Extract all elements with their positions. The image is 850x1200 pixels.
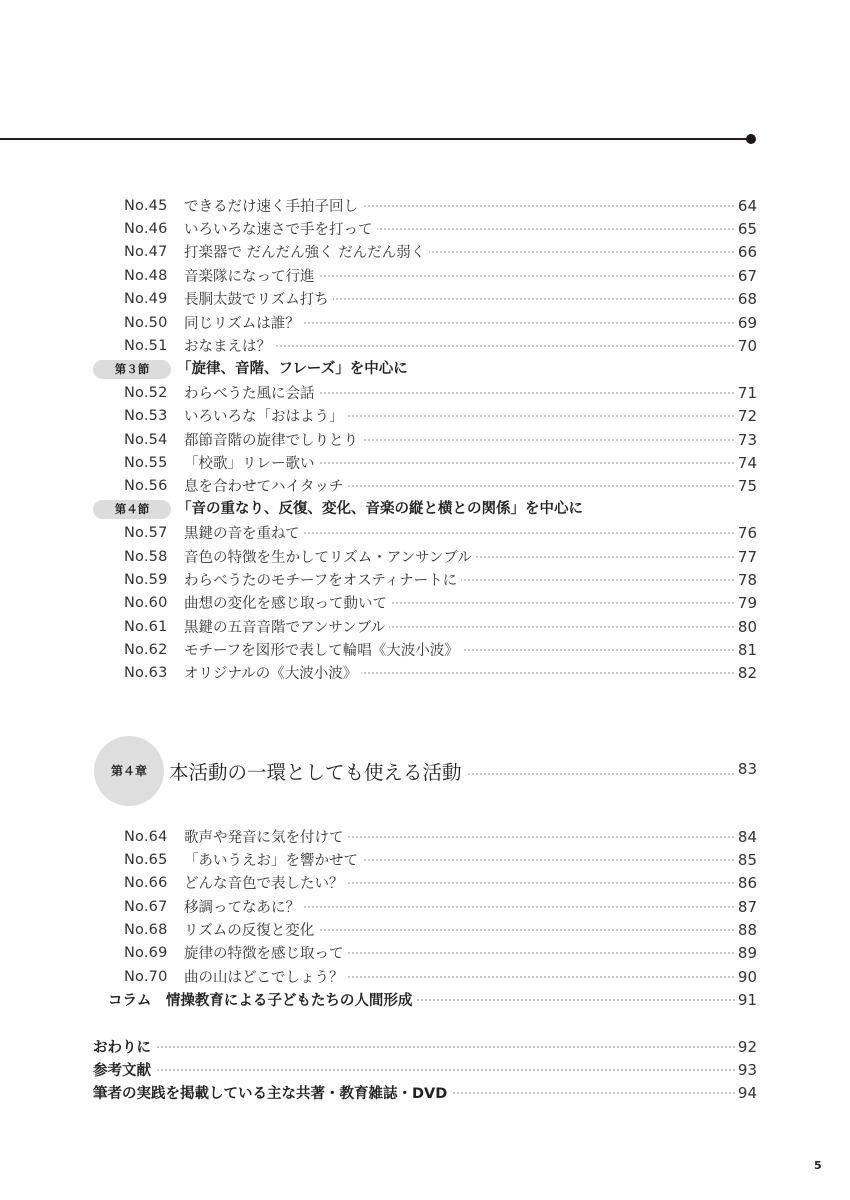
entry-page: 69 xyxy=(735,314,757,332)
entry-page: 72 xyxy=(735,407,757,425)
toc-entry[interactable] xyxy=(0,217,850,240)
entry-number: No.57 xyxy=(124,524,168,541)
entry-number: No.65 xyxy=(124,851,168,868)
entry-page: 91 xyxy=(735,991,757,1009)
entry-number: No.54 xyxy=(124,431,168,448)
entry-title: いろいろな「おはよう」 xyxy=(184,405,348,426)
entry-page: 74 xyxy=(735,454,757,472)
chapter-title: 本活動の一環としても使える活動 xyxy=(169,757,466,785)
entry-page: 76 xyxy=(735,524,757,542)
entry-title: わらべうたのモチーフをオスティナートに xyxy=(184,569,461,590)
entry-title: どんな音色で表したい？ xyxy=(184,872,348,893)
backmatter-title: 筆者の実践を掲載している主な共著・教育雑誌・DVD xyxy=(93,1082,451,1103)
entry-title: 歌声や発音に気を付けて xyxy=(184,826,348,847)
entry-title: できるだけ速く手拍子回し xyxy=(184,195,362,216)
entry-page: 81 xyxy=(735,641,757,659)
entry-number: No.50 xyxy=(124,314,168,331)
entry-page: 73 xyxy=(735,431,757,449)
entry-page: 90 xyxy=(735,968,757,986)
entry-title: 都節音階の旋律でしりとり xyxy=(184,429,362,450)
entry-number: No.56 xyxy=(124,477,168,494)
backmatter-title: 参考文献 xyxy=(93,1059,155,1080)
entry-page: 84 xyxy=(735,828,757,846)
toc-entry-backmatter[interactable] xyxy=(0,1081,850,1104)
entry-number: No.48 xyxy=(124,267,168,284)
entry-page: 87 xyxy=(735,898,757,916)
entry-title: 移調ってなあに？ xyxy=(184,896,304,917)
entry-number: No.55 xyxy=(124,454,168,471)
entry-title: 長胴太鼓でリズム打ち xyxy=(184,288,333,309)
page-number: 5 xyxy=(814,1159,822,1172)
toc-entry[interactable] xyxy=(0,381,850,404)
entry-page: 79 xyxy=(735,594,757,612)
toc-entry[interactable] xyxy=(0,334,850,357)
toc-entry[interactable] xyxy=(0,428,850,451)
entry-number: No.59 xyxy=(124,571,168,588)
entry-number: No.70 xyxy=(124,968,168,985)
entry-title: モチーフを図形で表して輪唱《大波小波》 xyxy=(184,639,463,660)
entry-page: 89 xyxy=(735,944,757,962)
entry-page: 93 xyxy=(735,1061,757,1079)
entry-title: オリジナルの《大波小波》 xyxy=(184,662,361,683)
entry-page: 82 xyxy=(735,664,757,682)
chapter-badge: 第４章 xyxy=(94,736,164,806)
entry-title: 「校歌」リレー歌い xyxy=(184,452,319,473)
entry-title: リズムの反復と変化 xyxy=(184,919,318,940)
entry-page: 66 xyxy=(735,243,757,261)
entry-number: No.67 xyxy=(124,898,168,915)
entry-page: 75 xyxy=(735,477,757,495)
entry-page: 77 xyxy=(735,548,757,566)
entry-page: 86 xyxy=(735,874,757,892)
toc-entry[interactable] xyxy=(0,287,850,310)
entry-number: No.64 xyxy=(124,828,168,845)
entry-title: 音色の特徴を生かしてリズム・アンサンブル xyxy=(184,546,476,567)
toc-entry[interactable] xyxy=(0,404,850,427)
section-badge: 第３節 xyxy=(93,360,171,379)
entry-title: 同じリズムは誰？ xyxy=(184,312,304,333)
entry-number: No.61 xyxy=(124,618,168,635)
entry-page: 65 xyxy=(735,220,757,238)
toc-entry-backmatter[interactable] xyxy=(0,1035,850,1058)
entry-title: 曲の山はどこでしょう？ xyxy=(184,966,348,987)
toc-entry[interactable] xyxy=(0,194,850,217)
entry-title: おなまえは？ xyxy=(184,335,275,356)
toc-entry[interactable] xyxy=(0,638,850,661)
entry-number: No.63 xyxy=(124,664,168,681)
entry-title: 音楽隊になって行進 xyxy=(184,265,319,286)
entry-number: No.68 xyxy=(124,921,168,938)
toc-entry[interactable] xyxy=(0,591,850,614)
entry-page: 67 xyxy=(735,267,757,285)
entry-title: 息を合わせてハイタッチ xyxy=(184,475,348,496)
entry-page: 94 xyxy=(735,1084,757,1102)
entry-number: No.47 xyxy=(124,243,168,260)
toc-entry[interactable] xyxy=(0,451,850,474)
toc-entry[interactable] xyxy=(0,521,850,544)
entry-title: 黒鍵の音を重ねて xyxy=(184,522,304,543)
dot-leader xyxy=(94,1069,754,1071)
entry-title: 「あいうえお」を響かせて xyxy=(184,849,362,870)
entry-title: 旋律の特徴を感じ取って xyxy=(184,942,348,963)
toc-entry[interactable] xyxy=(0,615,850,638)
toc-entry[interactable] xyxy=(0,264,850,287)
toc-entry[interactable] xyxy=(0,895,850,918)
dot-leader xyxy=(94,1046,754,1048)
entry-page: 92 xyxy=(735,1038,757,1056)
section-title: 「旋律、音階、フレーズ」を中心に xyxy=(177,361,408,377)
entry-number: No.52 xyxy=(124,384,168,401)
toc-entry[interactable] xyxy=(0,661,850,684)
entry-title: いろいろな速さで手を打って xyxy=(184,218,377,239)
section-header-3[interactable] xyxy=(0,358,850,381)
column-title: コラム 情操教育による子どもたちの人間形成 xyxy=(108,989,416,1010)
toc-entry[interactable] xyxy=(0,240,850,263)
toc-entry[interactable] xyxy=(0,871,850,894)
entry-title: 曲想の変化を感じ取って動いて xyxy=(184,592,391,613)
chapter-header-4[interactable] xyxy=(0,736,850,806)
entry-page: 85 xyxy=(735,851,757,869)
entry-title: 打楽器で だんだん強く だんだん弱く xyxy=(184,241,429,262)
toc-entry[interactable] xyxy=(0,474,850,497)
backmatter-title: おわりに xyxy=(93,1036,155,1057)
entry-number: No.53 xyxy=(124,407,168,424)
top-rule-dot-icon xyxy=(746,134,756,144)
toc-entry[interactable] xyxy=(0,545,850,568)
chapter-page: 83 xyxy=(735,760,757,778)
toc-entry[interactable] xyxy=(0,311,850,334)
entry-number: No.51 xyxy=(124,337,168,354)
entry-number: No.49 xyxy=(124,290,168,307)
toc-entry[interactable] xyxy=(0,965,850,988)
entry-number: No.60 xyxy=(124,594,168,611)
entry-page: 68 xyxy=(735,290,757,308)
entry-number: No.46 xyxy=(124,220,168,237)
entry-number: No.62 xyxy=(124,641,168,658)
entry-page: 70 xyxy=(735,337,757,355)
section-header-4[interactable] xyxy=(0,498,850,521)
section-title: 「音の重なり、反復、変化、音楽の縦と横との関係」を中心に xyxy=(177,501,583,517)
toc-entry[interactable] xyxy=(0,918,850,941)
entry-page: 80 xyxy=(735,618,757,636)
top-rule xyxy=(0,138,750,140)
entry-page: 64 xyxy=(735,197,757,215)
entry-page: 71 xyxy=(735,384,757,402)
toc-entry[interactable] xyxy=(0,848,850,871)
entry-number: No.66 xyxy=(124,874,168,891)
toc-entry[interactable] xyxy=(0,568,850,591)
entry-page: 88 xyxy=(735,921,757,939)
toc-entry-column[interactable] xyxy=(0,988,850,1011)
entry-number: No.58 xyxy=(124,548,168,565)
entry-title: わらべうた風に会話 xyxy=(184,382,319,403)
entry-page: 78 xyxy=(735,571,757,589)
toc-entry[interactable] xyxy=(0,941,850,964)
entry-title: 黒鍵の五音音階でアンサンブル xyxy=(184,616,389,637)
toc-entry-backmatter[interactable] xyxy=(0,1058,850,1081)
entry-number: No.69 xyxy=(124,944,168,961)
toc-entry[interactable] xyxy=(0,825,850,848)
entry-number: No.45 xyxy=(124,197,168,214)
section-badge: 第４節 xyxy=(93,500,171,519)
